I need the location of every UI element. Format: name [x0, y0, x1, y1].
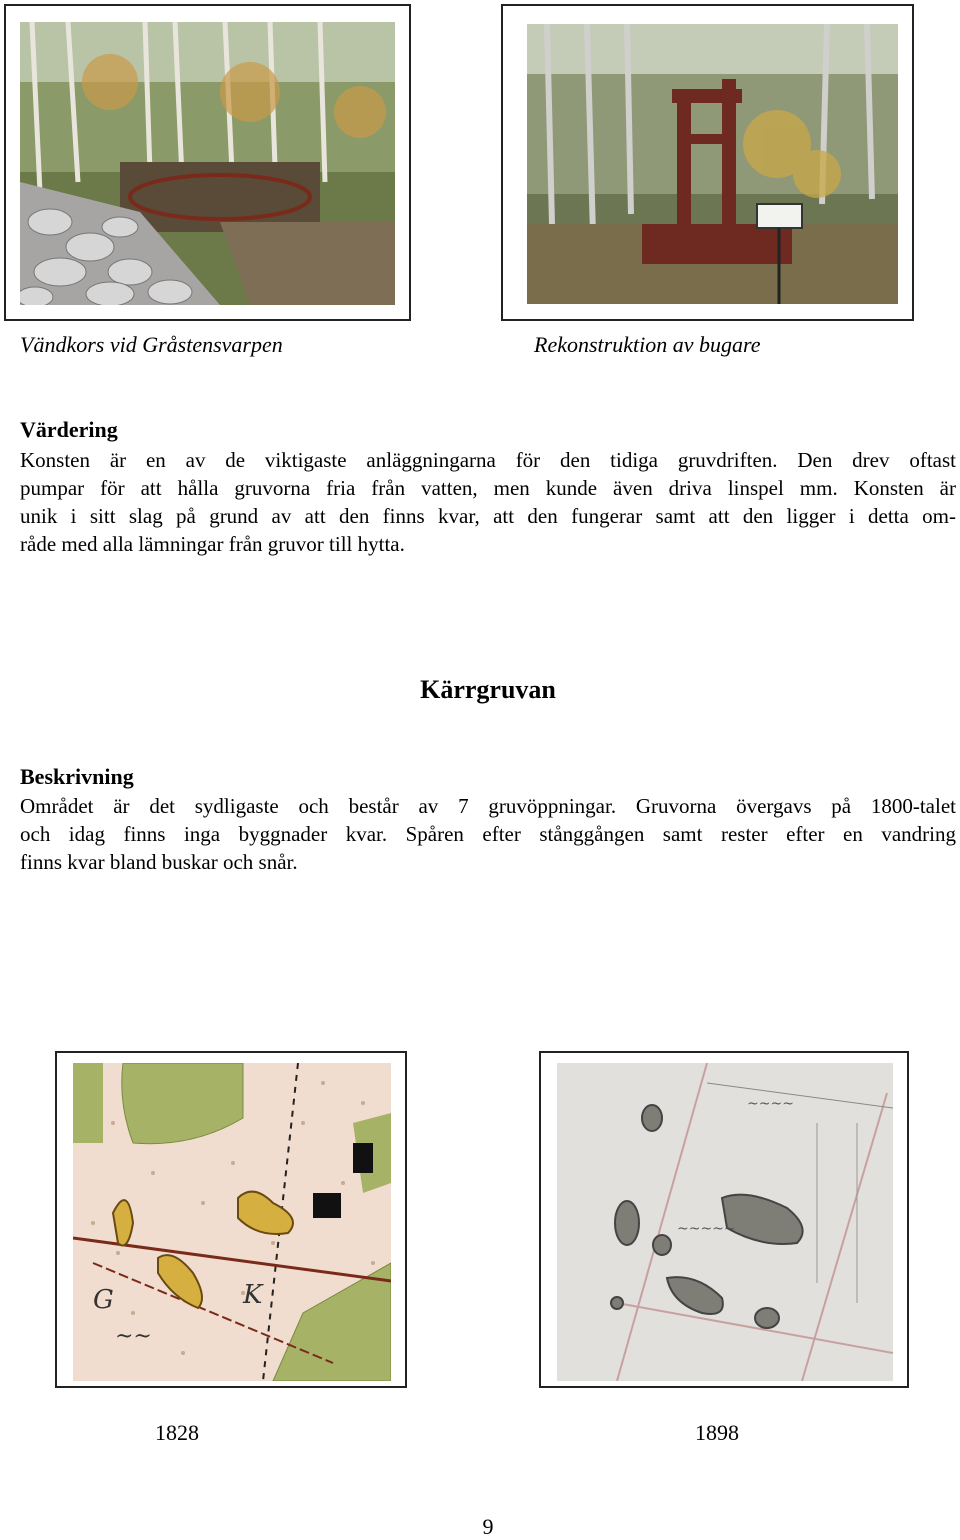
map-year-right: 1898 [695, 1420, 739, 1445]
page-number: 9 [482, 1514, 494, 1539]
beskrivning-line: och idag finns inga byggnader kvar. Spåren efter stånggången samt rester efter en vandring [20, 822, 956, 846]
svg-text:~~~~: ~~~~ [747, 1096, 794, 1112]
beskrivning-line: finns kvar bland buskar och snår. [20, 850, 298, 874]
photo-frame-right [501, 4, 914, 321]
vardering-heading: Värdering [20, 417, 118, 442]
section-title: Kärrgruvan [420, 675, 556, 704]
svg-text:~~~~~: ~~~~~ [677, 1221, 736, 1237]
photo-caption-right: Rekonstruktion av bugare [534, 332, 761, 357]
photo-frame-left [4, 4, 411, 321]
photo-caption-left: Vändkors vid Gråstensvarpen [20, 332, 283, 357]
map-year-left: 1828 [155, 1420, 199, 1445]
historic-map-grayscale-icon [557, 1063, 893, 1381]
photo-stone-pile-icon [20, 22, 395, 305]
vardering-line: unik i sitt slag på grund av att den finns kvar, att den fungerar samt att den ligger i detta om- [20, 504, 956, 528]
vardering-line: Konsten är en av de viktigaste anläggningarna för den tidiga gruvdriften. Den drev oftast [20, 448, 956, 472]
vardering-line: råde med alla lämningar från gruvor till hytta. [20, 532, 405, 556]
vardering-paragraph [20, 446, 956, 558]
svg-text:K: K [243, 1280, 263, 1310]
svg-text:~~: ~~ [115, 1324, 152, 1349]
historic-map-colored-icon [73, 1063, 391, 1381]
beskrivning-line: Området är det sydligaste och består av 7 gruvöppningar. Gruvorna övergavs på 1800-talet [20, 794, 956, 818]
photo-wooden-pump-icon [527, 24, 898, 304]
vardering-line: pumpar för att hålla gruvorna fria från vatten, men kunde även driva linspel mm. Konsten är [20, 476, 956, 500]
beskrivning-paragraph [20, 792, 956, 876]
map-frame-right [539, 1051, 909, 1388]
beskrivning-heading: Beskrivning [20, 764, 134, 789]
svg-text:G: G [93, 1285, 114, 1315]
map-frame-left [55, 1051, 407, 1388]
